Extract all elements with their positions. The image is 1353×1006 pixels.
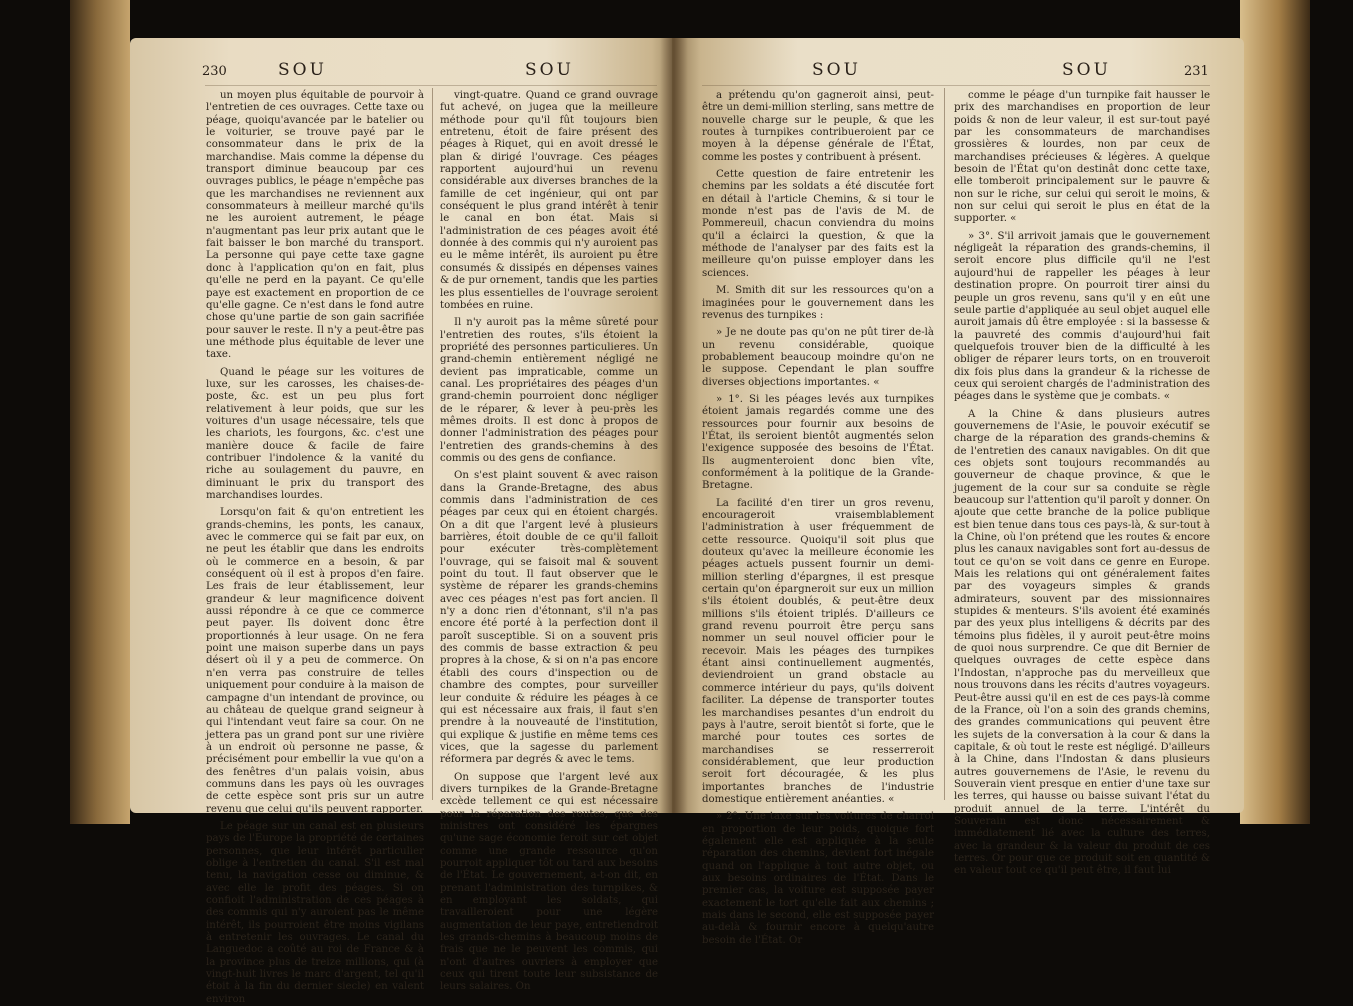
- paragraph: » Je ne doute pas qu'on ne pût tirer de-là un revenu considérable, quoique probablement beaucoup moindre qu'on ne le suppose. Cependant le plan souffre diverses objections importantes. «: [702, 327, 934, 388]
- paragraph: » 2°. Une taxe sur les voitures de charroi en proportion de leur poids, quoique fort également elle est appliquée à la seule réparation des chemins, devient fort inégale quand on l'applique à tout autre objet, ou aux besoins ordinaires de l'État. Dans le premier cas, la voiture est supposée payer exactement le tort qu'elle fait aux chemins ; mais dans le second, elle est supposée payer au-delà & fournir encore à quelqu'autre besoin de l'État. Or: [702, 811, 934, 946]
- right-header-rule: [702, 85, 1210, 86]
- paragraph: Quand le péage sur les voitures de luxe, sur les carosses, les chaises-de-poste, &c. est un peu plus fort relativement à leur poids, que sur les voitures d'un usage nécessaire, tels que les chariots, les fourgons, &c. c'est une manière douce & facile de faire contribuer l'indolence & la vanité du riche au soulagement du pauvre, en diminuant le prix du transport des marchandises lourdes.: [206, 366, 424, 501]
- paragraph: vingt-quatre. Quand ce grand ouvrage fut achevé, on jugea que la meilleure méthode pour qu'il fût toujours bien entretenu, étoit de faire présent des péages à Riquet, qui en avoit dressé le plan & dirigé l'ouvrage. Ces péages rapportent aujourd'hui un revenu considérable aux diverses branches de la famille de cet ingénieur, qui ont par conséquent le plus grand intérêt à tenir le canal en bon état. Mais si l'administration de ces péages avoit été donnée à des commis qui n'y auroient pas eu le même intérêt, ils auroient pu être consumés & dissipés en dépenses vaines & de pur ornement, tandis que les parties les plus essentielles de l'ouvrage seroient tombées en ruine.: [440, 90, 658, 311]
- right-header-left: SOU: [812, 60, 861, 80]
- left-page: [130, 38, 685, 1005]
- paragraph: La facilité d'en tirer un gros revenu, encourageroit vraisemblablement l'administration à user fréquemment de cette ressource. Quoiqu'il soit plus que douteux qu'avec la meilleure économie les péages actuels pussent fournir un demi-million sterling d'épargnes, il est presque certain qu'on épargneroit sur eux un million s'ils étoient doublés, & peut-être deux millions s'ils étoient triplés. D'ailleurs ce grand revenu pourroit être perçu sans nommer un seul nouvel officier pour le recevoir. Mais les péages des turnpikes étant ainsi continuellement augmentés, deviendroient un grand obstacle au commerce intérieur du pays, qu'ils doivent faciliter. La dépense de transporter toutes les marchandises pesantes d'un endroit du pays à l'autre, seroit bientôt si forte, que le marché pour toutes ces sortes de marchandises se resserreroit considérablement, que leur production seroit fort découragée, & les plus importantes branches de l'industrie domestique entièrement anéanties. «: [702, 497, 934, 805]
- paragraph: Lorsqu'on fait & qu'on entretient les grands-chemins, les ponts, les canaux, avec le commerce qui se fait par eux, on ne peut les établir que dans les endroits où le commerce en a besoin, & par conséquent où il est à propos d'en faire. Les frais de leur établissement, leur grandeur & leur magnificence doivent aussi répondre à ce que ce commerce peut payer. Ils doivent donc être proportionnés à leur usage. On ne fera point une maison superbe dans un pays désert où il y a peu de commerce. On n'en verra pas construire de telles uniquement pour conduire à la maison de campagne d'un intendant de province, ou au château de quelque grand seigneur à qui l'intendant veut faire sa cour. On ne jettera pas un grand pont sur une rivière à un endroit où personne ne passe, & précisément pour embellir la vue qu'on a des fenêtres d'un palais voisin, abus communs dans les pays où les ouvrages de cette espèce sont pris sur un autre revenu que celui qu'ils peuvent rapporter.: [206, 507, 424, 815]
- paragraph: Il n'y auroit pas la même sûreté pour l'entretien des routes, s'ils étoient la propriété des personnes particulieres. Un grand-chemin entièrement négligé ne devient pas impraticable, comme un canal. Les propriétaires des péages d'un grand-chemin pourroient donc négliger de le réparer, & lever à peu-près les mêmes droits. Il est donc à propos de donner l'administration des péages pour l'entretien des grands-chemins à des commis ou des gens de confiance.: [440, 317, 658, 464]
- paragraph: un moyen plus équitable de pourvoir à l'entretien de ces ouvrages. Cette taxe ou péage, quoiqu'avancée par le batelier ou le voiturier, se trouve payé par le consommateur dans le prix de la marchandise. Mais comme la dépense du transport diminue beaucoup par ces ouvrages publics, le péage n'empêche pas que les marchandises ne reviennent aux consommateurs à meilleur marché qu'ils ne les auroient autrement, le péage n'augmentant pas leur prix autant que le fait baisser le bon marché du transport. La personne qui paye cette taxe gagne donc à l'application qu'on en fait, plus qu'elle ne perd en la payant. Ce qu'elle paye est exactement en proportion de ce qu'elle gagne. Ce n'est dans le fond autre chose qu'une partie de son gain sacrifiée pour sauver le reste. Il n'y a peut-être pas une méthode plus équitable de lever une taxe.: [206, 90, 424, 361]
- right-page-block-edge: [1240, 0, 1310, 824]
- left-header-rule: [205, 85, 657, 86]
- paragraph: » 3°. S'il arrivoit jamais que le gouvernement négligeât la réparation des grands-chemins, il seroit encore plus difficile qu'il ne l'est aujourd'hui de rappeller les péages à leur destination propre. On pourroit tirer ainsi du peuple un gros revenu, sans qu'il y en eût une seule partie d'appliquée au seul objet auquel elle auroit jamais dû être employée : si la bassesse & la pauvreté des commis d'aujourd'hui fait quelquefois trouver bien de la difficulté à les obliger de réparer leurs torts, on en trouveroit dix fois plus dans la grandeur & la richesse de ceux qui seroient chargés de l'administration des péages dans le système que je combats. «: [954, 230, 1210, 403]
- paragraph: M. Smith dit sur les ressources qu'on a imaginées pour le gouvernement dans les revenus des turnpikes :: [702, 285, 934, 321]
- left-page-block-edge: [70, 0, 130, 824]
- paragraph: a prétendu qu'on gagneroit ainsi, peut-être un demi-million sterling, sans mettre de nouvelle charge sur le peuple, & que les routes à turnpikes contribueroient par ce moyen à la dépense générale de l'État, comme les postes y contribuent à présent.: [702, 90, 934, 163]
- left-header-left: SOU: [278, 60, 327, 80]
- right-header-right: SOU: [1062, 60, 1111, 80]
- paragraph: A la Chine & dans plusieurs autres gouvernemens de l'Asie, le pouvoir exécutif se charge de la réparation des grands-chemins & de l'entretien des canaux navigables. On dit que ces objets sont toujours recommandés au gouverneur de chaque province, & que le jugement de la cour sur sa conduite se règle beaucoup sur l'attention qu'il paroît y donner. On ajoute que cette branche de la police publique est bien tenue dans tous ces pays-là, & sur-tout à la Chine, où l'on prétend que les routes & encore plus les canaux navigables sont fort au-dessus de tout ce qu'on se voit dans ce genre en Europe. Mais les relations qui ont généralement faites par des voyageurs simples & grands admirateurs, souvent par des missionnaires stupides & menteurs. S'ils avoient été examinés par des yeux plus intelligens & décrits par des témoins plus fidèles, il y auroit peut-être moins de quoi nous surprendre. Ce que dit Bernier de quelques ouvrages de cette espèce dans l'Indostan, n'approche pas du merveilleux que nous trouvons dans les récits d'autres voyageurs. Peut-être aussi qu'il en est de ces pays-là comme de la France, où l'on a soin des grands chemins, des grandes communications qui peuvent être les sujets de la conversation à la cour & dans la capitale, & où tout le reste est négligé. D'ailleurs à la Chine, dans l'Indostan & dans plusieurs autres gouvernemens de l'Asie, le revenu du Souverain vient presque en entier d'une taxe sur les terres, qui hausse ou baisse suivant l'état du produit annuel de la terre. L'intérêt du Souverain est donc nécessairement & immédiatement lié avec la culture des terres, avec la grandeur & la valeur du produit de ces terres. Or pour que ce produit soit en quantité & en valeur tout ce qu'il peut être, il faut lui: [954, 408, 1210, 877]
- right-page-number: 231: [1184, 64, 1209, 79]
- left-column-2: [440, 90, 658, 993]
- right-column-divider: [944, 88, 945, 800]
- paragraph: On s'est plaint souvent & avec raison dans la Grande-Bretagne, des abus commis dans l'administration de ces péages par ceux qui en étoient chargés. On a dit que l'argent levé à plusieurs barrières, étoit double de ce qu'il falloit pour exécuter très-complètement l'ouvrage, qui se faisoit mal & souvent point du tout. Il faut observer que le système de réparer les grands-chemins avec ces péages n'est pas fort ancien. Il n'y a donc rien d'étonnant, s'il n'a pas encore été porté à la perfection dont il paroît susceptible. Si on a souvent pris des commis de basse extraction & peu propres à la chose, & si on n'a pas encore établi des cours d'inspection ou de chambre des comptes, pour surveiller leur conduite & réduire les péages à ce qui est nécessaire aux frais, il faut s'en prendre à la nouveauté de l'institution, qui explique & justifie en même tems ces vices, que la sagesse du parlement réformera par degrés & avec le tems.: [440, 470, 658, 766]
- paragraph: » 1°. Si les péages levés aux turnpikes étoient jamais regardés comme une des ressources pour fournir aux besoins de l'État, ils seroient bientôt augmentés selon l'exigence supposée des besoins de l'État. Ils augmenteroient donc bien vîte, conformément à la politique de la Grande-Bretagne.: [702, 393, 934, 492]
- right-column-2: [954, 90, 1210, 877]
- paragraph: Le péage sur un canal est en plusieurs pays de l'Europe la propriété de certaines personnes, que leur intérêt particulier oblige à l'entretien du canal. S'il est mal tenu, la navigation cesse ou diminue, & avec elle le profit des péages. Si on confioit l'administration de ces péages à des commis qui n'y auroient pas le même intérêt, ils pourroient être moins vigilans à entretenir les ouvrages. Le canal du Languedoc a coûté au roi de France & à la province plus de treize millions, qui (à vingt-huit livres le marc d'argent, tel qu'il étoit à la fin du dernier siecle) en valent environ: [206, 820, 424, 1005]
- right-page: [672, 38, 1244, 946]
- paragraph: On suppose que l'argent levé aux divers turnpikes de la Grande-Bretagne excède tellement ce qui est nécessaire pour la réparation des routes, que des ministres ont considéré les épargnes qu'une sage économie feroit sur cet objet comme une grande ressource qu'on pourroit appliquer tôt ou tard aux besoins de l'État. Le gouvernement, a-t-on dit, en prenant l'administration des turnpikes, & en employant les soldats, qui travailleroient pour une légère augmentation de leur paye, entretiendroit les grands-chemins à beaucoup moins de frais que ne le peuvent les commis, qui n'ont d'autres ouvriers à employer que ceux qui tirent toute leur subsistance de leurs salaires. On: [440, 771, 658, 993]
- left-column-divider: [432, 88, 433, 800]
- paragraph: Cette question de faire entretenir les chemins par les soldats a été discutée fort en détail à l'article Chemins, & si tour le monde n'est pas de l'avis de M. de Pommereuil, chacun conviendra du moins qu'il a éclairci la question, & que la méthode de l'analyser par des faits est la meilleure qu'on puisse employer dans les sciences.: [702, 169, 934, 279]
- book-gutter: [660, 38, 688, 813]
- left-header-right: SOU: [525, 60, 574, 80]
- left-column-1: [206, 90, 424, 1005]
- left-page-number: 230: [202, 64, 227, 79]
- right-column-1: [702, 90, 934, 946]
- paragraph: comme le péage d'un turnpike fait hausser le prix des marchandises en proportion de leur poids & non de leur valeur, il est sur-tout payé par les consommateurs de marchandises grossières & lourdes, non par ceux de marchandises précieuses & légères. A quelque besoin de l'État qu'on destinât donc cette taxe, elle tomberoit principalement sur le pauvre & non sur le riche, sur celui qui seroit le moins, & non sur celui qui seroit le plus en état de la supporter. «: [954, 90, 1210, 225]
